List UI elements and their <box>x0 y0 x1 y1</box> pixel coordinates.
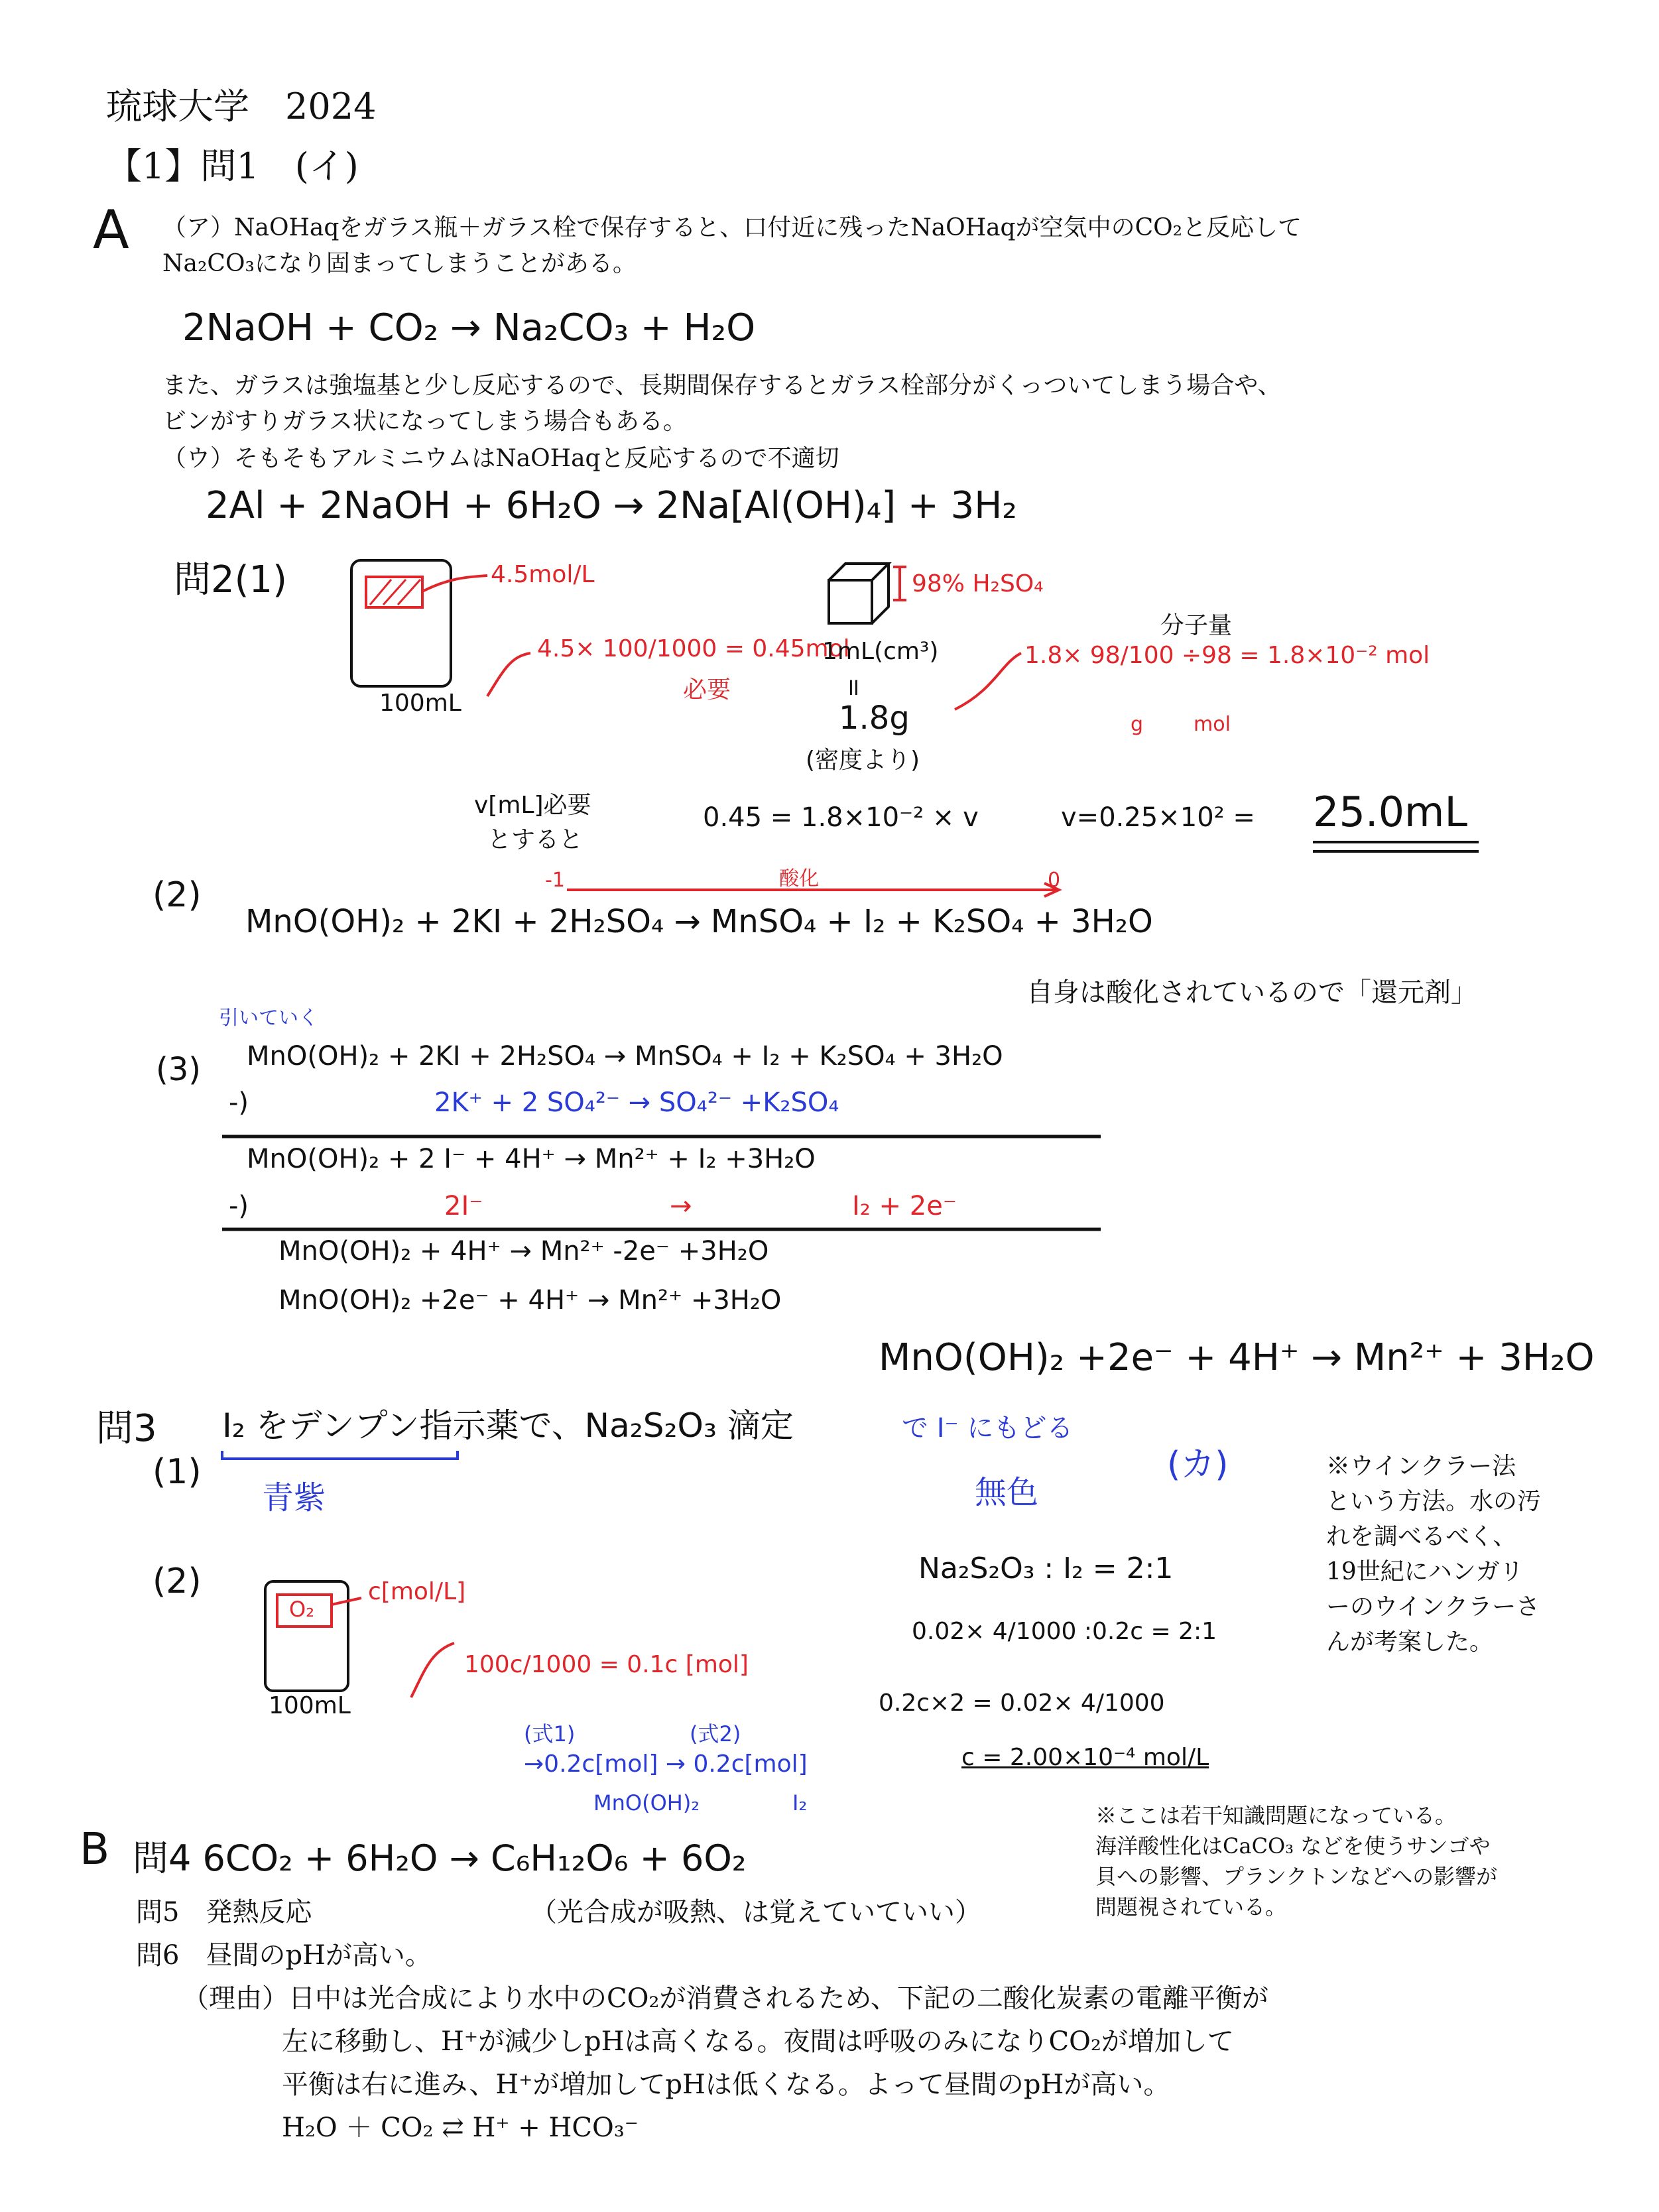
answer-25ml: 25.0mL <box>1313 788 1467 836</box>
minus-1: -) <box>229 1087 249 1118</box>
equation-mno-ki: MnO(OH)₂ + 2KI + 2H₂SO₄ → MnSO₄ + I₂ + K₂SO₄ + 3H₂O <box>245 903 1153 940</box>
i2-label: I₂ <box>792 1790 808 1815</box>
chain: →0.2c[mol] → 0.2c[mol] <box>524 1751 808 1778</box>
v-label1: v[mL]必要 <box>474 792 591 819</box>
q2-3-label: (3) <box>156 1051 201 1088</box>
mnooh-label: MnO(OH)₂ <box>593 1790 700 1815</box>
need-label: 必要 <box>683 676 731 704</box>
leader-line-conc <box>422 576 487 591</box>
reductant-note: 自身は酸化されているので「還元剤」 <box>1026 977 1477 1008</box>
q5-text: 問5 発熱反応 <box>136 1897 312 1928</box>
ox-label: 酸化 <box>779 867 819 891</box>
row6: MnO(OH)₂ +2e⁻ + 4H⁺ → Mn²⁺ +3H₂O <box>278 1285 782 1316</box>
o2-label: O₂ <box>289 1597 315 1622</box>
result-c: c = 2.00×10⁻⁴ mol/L <box>961 1744 1209 1771</box>
minus-2: -) <box>229 1191 249 1221</box>
c-label: c[mol/L] <box>368 1578 466 1605</box>
reason-line1: （理由）日中は光合成により水中のCO₂が消費されるため、下記の二酸化炭素の電離平衡が <box>182 1983 1268 2014</box>
reason-line2: 左に移動し、H⁺が減少しpHは高くなる。夜間は呼吸のみになりCO₂が増加して <box>282 2026 1234 2057</box>
q2-1-label: 問2(1) <box>174 558 287 601</box>
equation-naoh-co2: 2NaOH + CO₂ → Na₂CO₃ + H₂O <box>182 306 756 349</box>
q6-text: 問6 昼間のpHが高い。 <box>136 1940 432 1971</box>
arrow-calc3 <box>411 1643 454 1697</box>
density-label: (密度より) <box>806 747 920 774</box>
text-a-line2: Na₂CO₃になり固まってしまうことがある。 <box>162 250 637 277</box>
q3-label: 問3 <box>96 1407 157 1450</box>
ka-label: (カ) <box>1167 1445 1229 1485</box>
shiki2: (式2) <box>690 1721 741 1747</box>
row4-i2: I₂ + 2e⁻ <box>852 1191 957 1221</box>
row4-i: 2I⁻ <box>444 1191 483 1221</box>
row2: 2K⁺ + 2 SO₄²⁻ → SO₄²⁻ +K₂SO₄ <box>434 1087 839 1118</box>
part-a-marker: A <box>93 199 129 261</box>
ratio2: 0.02× 4/1000 :0.2c = 2:1 <box>912 1618 1217 1645</box>
conc-label: 4.5mol/L <box>491 561 595 588</box>
page-title: 琉球大学 2024 <box>106 86 377 127</box>
final-equation: MnO(OH)₂ +2e⁻ + 4H⁺ → Mn²⁺ + 3H₂O <box>879 1336 1595 1379</box>
q3-1-label: (1) <box>153 1452 202 1492</box>
unit-g: g <box>1131 713 1144 736</box>
calc-100c: 100c/1000 = 0.1c [mol] <box>464 1651 749 1678</box>
row3: MnO(OH)₂ + 2 I⁻ + 4H⁺ → Mn²⁺ + I₂ +3H₂O <box>247 1144 816 1174</box>
q3-back: で I⁻ にもどる <box>902 1413 1074 1444</box>
arrow-calc1 <box>487 653 530 696</box>
vol-label: 100mL <box>379 690 461 717</box>
mass-label: 1.8g <box>839 700 910 737</box>
eq3: 0.2c×2 = 0.02× 4/1000 <box>879 1690 1165 1717</box>
molmass-label: 分子量 <box>1160 612 1233 639</box>
winkler-note: ※ウインクラー法 という方法。水の汚 れを調べるべく、 19世紀にハンガリ ーのウインクラーさ んが考案した。 <box>1326 1453 1542 1656</box>
h2so4-label: 98% H₂SO₄ <box>912 570 1044 597</box>
i2-underline <box>222 1451 458 1459</box>
unit-mol: mol <box>1194 713 1231 736</box>
bluepurple-label: 青紫 <box>262 1479 326 1516</box>
q2-2-label: (2) <box>153 875 202 915</box>
v-label2: とすると <box>487 826 584 853</box>
equation-aluminium: 2Al + 2NaOH + 6H₂O → 2Na[Al(OH)₄] + 3H₂ <box>206 484 1017 527</box>
shiki1: (式1) <box>524 1721 576 1747</box>
ratio: Na₂S₂O₃ : I₂ = 2:1 <box>918 1552 1174 1585</box>
text-glass-line2: ビンがすりガラス状になってしまう場合もある。 <box>162 408 687 435</box>
reason-line3: 平衡は右に進み、H⁺が増加してpHは低くなる。よって昼間のpHが高い。 <box>282 2069 1170 2100</box>
text-glass-line1: また、ガラスは強塩基と少し反応するので、長期間保存するとガラス栓部分がくっついてしまう場合や、 <box>162 372 1282 399</box>
calc1: 4.5× 100/1000 = 0.45mol <box>537 635 850 662</box>
row1: MnO(OH)₂ + 2KI + 2H₂SO₄ → MnSO₄ + I₂ + K₂SO₄ + 3H₂O <box>247 1041 1003 1072</box>
section-heading: 【1】問1 (イ) <box>106 145 359 187</box>
ox-zero: 0 <box>1048 869 1061 892</box>
colorless-label: 無色 <box>975 1474 1039 1511</box>
vol-label-2: 100mL <box>269 1692 351 1719</box>
text-aluminium: （ウ）そもそもアルミニウムはNaOHaqと反応するので不適切 <box>162 445 839 472</box>
q3-text: I₂ をデンプン指示薬で、Na₂S₂O₃ 滴定 <box>222 1406 794 1445</box>
equal-sign: ॥ <box>845 674 860 701</box>
acidification-note: ※ここは若干知識問題になっている。 海洋酸性化はCaCO₃ などを使うサンゴや 貝への影響、プランクトンなどへの影響が 問題視されている。 <box>1095 1803 1498 1920</box>
ml-label: 1mL(cm³) <box>822 638 939 665</box>
text-a-line1: （ア）NaOHaqをガラス瓶＋ガラス栓で保存すると、口付近に残ったNaOHaqが空気中のCO₂と反応して <box>162 214 1302 241</box>
calc2: 1.8× 98/100 ÷98 = 1.8×10⁻² mol <box>1024 642 1430 669</box>
cube-icon <box>829 564 889 623</box>
part-b-marker: B <box>80 1823 110 1874</box>
q3-2-label: (2) <box>153 1562 202 1601</box>
subtract-note: 引いていく <box>219 1007 318 1030</box>
v-result: v=0.25×10² = <box>1061 802 1255 833</box>
arrow-calc2 <box>955 653 1021 709</box>
q4-equation: 問4 6CO₂ + 6H₂O → C₆H₁₂O₆ + 6O₂ <box>133 1837 747 1879</box>
ox-minus1: -1 <box>545 869 565 892</box>
row5: MnO(OH)₂ + 4H⁺ → Mn²⁺ -2e⁻ +3H₂O <box>278 1236 769 1266</box>
row4-arrow: → <box>670 1191 692 1221</box>
equilibrium-equation: H₂O ＋ CO₂ ⇄ H⁺ + HCO₃⁻ <box>282 2113 639 2143</box>
q5-note: （光合成が吸熱、は覚えていていい） <box>530 1897 981 1928</box>
v-equation: 0.45 = 1.8×10⁻² × v <box>703 802 979 833</box>
